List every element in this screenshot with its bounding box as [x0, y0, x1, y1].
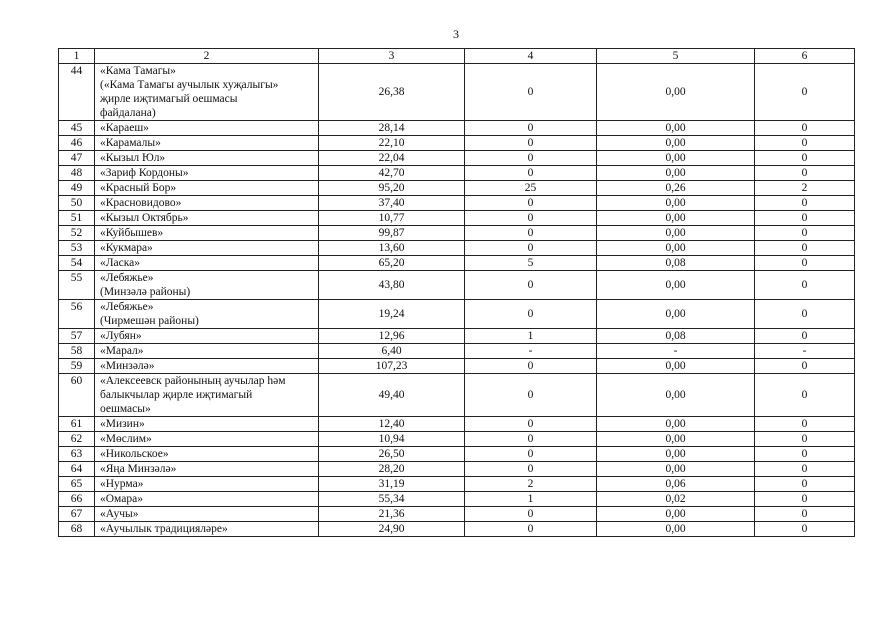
value-col3-cell: 95,20 — [319, 181, 465, 196]
name-line: (Минзәлә районы) — [100, 286, 191, 298]
value-col3-cell: 26,50 — [319, 447, 465, 462]
value-col3-cell: 37,40 — [319, 196, 465, 211]
value-col4-cell: 0 — [465, 151, 597, 166]
value-col6-cell: 0 — [755, 196, 855, 211]
value-col4-cell: 0 — [465, 432, 597, 447]
row-number-cell: 60 — [59, 374, 95, 417]
table-row — [59, 447, 855, 462]
name-line: «Аучы» — [100, 508, 139, 520]
value-col3-cell: 13,60 — [319, 241, 465, 256]
value-col6-cell: 2 — [755, 181, 855, 196]
row-number-cell: 46 — [59, 136, 95, 151]
table-row — [59, 359, 855, 374]
value-col6-cell: 0 — [755, 300, 855, 329]
name-cell — [95, 477, 319, 492]
name-cell — [95, 196, 319, 211]
name-cell — [95, 226, 319, 241]
value-col5-cell: 0,00 — [597, 462, 755, 477]
row-number-cell: 59 — [59, 359, 95, 374]
table-row — [59, 151, 855, 166]
value-col4-cell: 0 — [465, 64, 597, 121]
value-col5-cell: 0,00 — [597, 226, 755, 241]
name-line: «Алексеевск районының аучылар һәм — [100, 375, 286, 387]
row-number-cell: 58 — [59, 344, 95, 359]
value-col6-cell: 0 — [755, 271, 855, 300]
table-row — [59, 477, 855, 492]
name-line: «Лебяжье» — [100, 301, 154, 313]
value-col5-cell: 0,00 — [597, 359, 755, 374]
value-col6-cell: - — [755, 344, 855, 359]
value-col6-cell: 0 — [755, 151, 855, 166]
value-col6-cell: 0 — [755, 211, 855, 226]
name-line: «Ласка» — [100, 257, 141, 269]
value-col5-cell: 0,00 — [597, 300, 755, 329]
name-line: «Кама Тамагы» — [100, 65, 176, 77]
value-col4-cell: 0 — [465, 507, 597, 522]
column-header: 1 — [59, 49, 95, 64]
name-cell — [95, 211, 319, 226]
name-line: «Нурма» — [100, 478, 144, 490]
row-number-cell: 65 — [59, 477, 95, 492]
value-col4-cell: 0 — [465, 447, 597, 462]
column-header: 4 — [465, 49, 597, 64]
row-number-cell: 64 — [59, 462, 95, 477]
hunting-grounds-table — [58, 48, 855, 537]
table-row — [59, 271, 855, 300]
name-line: файдалана) — [100, 107, 156, 119]
table-row — [59, 344, 855, 359]
value-col4-cell: 0 — [465, 359, 597, 374]
value-col4-cell: 5 — [465, 256, 597, 271]
name-cell — [95, 359, 319, 374]
value-col5-cell: 0,08 — [597, 329, 755, 344]
name-line: «Красновидово» — [100, 197, 182, 209]
table-row — [59, 462, 855, 477]
value-col3-cell: 28,14 — [319, 121, 465, 136]
table-row — [59, 329, 855, 344]
name-cell — [95, 522, 319, 537]
value-col5-cell: 0,00 — [597, 507, 755, 522]
value-col6-cell: 0 — [755, 522, 855, 537]
column-header: 6 — [755, 49, 855, 64]
table-row — [59, 522, 855, 537]
value-col3-cell: 22,04 — [319, 151, 465, 166]
value-col3-cell: 55,34 — [319, 492, 465, 507]
value-col5-cell: 0,00 — [597, 64, 755, 121]
row-number-cell: 61 — [59, 417, 95, 432]
column-header: 2 — [95, 49, 319, 64]
value-col3-cell: 12,40 — [319, 417, 465, 432]
table-row — [59, 211, 855, 226]
value-col5-cell: 0,26 — [597, 181, 755, 196]
name-cell — [95, 462, 319, 477]
value-col5-cell: 0,00 — [597, 417, 755, 432]
value-col4-cell: 1 — [465, 492, 597, 507]
row-number-cell: 66 — [59, 492, 95, 507]
name-line: «Минзәлә» — [100, 360, 155, 372]
row-number-cell: 51 — [59, 211, 95, 226]
value-col6-cell: 0 — [755, 447, 855, 462]
value-col6-cell: 0 — [755, 226, 855, 241]
value-col3-cell: 21,36 — [319, 507, 465, 522]
name-cell — [95, 329, 319, 344]
name-line: «Яңа Минзәлә» — [100, 463, 177, 475]
name-cell — [95, 166, 319, 181]
name-line: «Зариф Кордоны» — [100, 167, 189, 179]
value-col3-cell: 26,38 — [319, 64, 465, 121]
value-col3-cell: 99,87 — [319, 226, 465, 241]
row-number-cell: 63 — [59, 447, 95, 462]
row-number-cell: 54 — [59, 256, 95, 271]
value-col6-cell: 0 — [755, 166, 855, 181]
value-col6-cell: 0 — [755, 329, 855, 344]
value-col6-cell: 0 — [755, 359, 855, 374]
value-col3-cell: 10,94 — [319, 432, 465, 447]
table-row — [59, 300, 855, 329]
value-col3-cell: 49,40 — [319, 374, 465, 417]
name-line: «Лубян» — [100, 330, 142, 342]
value-col3-cell: 28,20 — [319, 462, 465, 477]
value-col5-cell: 0,00 — [597, 241, 755, 256]
name-line: җирле иҗтимагый оешмасы — [100, 93, 238, 105]
name-cell — [95, 151, 319, 166]
name-line: (Чирмешән районы) — [100, 315, 199, 327]
value-col3-cell: 107,23 — [319, 359, 465, 374]
name-line: «Мөслим» — [100, 433, 152, 445]
name-cell — [95, 507, 319, 522]
value-col5-cell: 0,08 — [597, 256, 755, 271]
value-col4-cell: 0 — [465, 211, 597, 226]
value-col5-cell: 0,00 — [597, 374, 755, 417]
name-cell — [95, 344, 319, 359]
name-cell — [95, 417, 319, 432]
value-col5-cell: 0,00 — [597, 121, 755, 136]
table-row — [59, 196, 855, 211]
value-col4-cell: 0 — [465, 121, 597, 136]
value-col4-cell: 2 — [465, 477, 597, 492]
value-col3-cell: 65,20 — [319, 256, 465, 271]
name-cell — [95, 181, 319, 196]
table-row — [59, 181, 855, 196]
table-row — [59, 64, 855, 121]
value-col5-cell: 0,00 — [597, 432, 755, 447]
value-col5-cell: 0,06 — [597, 477, 755, 492]
row-number-cell: 44 — [59, 64, 95, 121]
name-line: балыкчылар җирле иҗтимагый — [100, 389, 253, 401]
value-col4-cell: 0 — [465, 166, 597, 181]
name-cell — [95, 447, 319, 462]
table-row — [59, 166, 855, 181]
row-number-cell: 48 — [59, 166, 95, 181]
value-col4-cell: 0 — [465, 462, 597, 477]
name-line: («Кама Тамагы аучылык хуҗалыгы» — [100, 79, 279, 91]
row-number-cell: 56 — [59, 300, 95, 329]
row-number-cell: 49 — [59, 181, 95, 196]
name-line: «Никольское» — [100, 448, 169, 460]
name-line: «Караеш» — [100, 122, 149, 134]
table-row — [59, 121, 855, 136]
value-col4-cell: 0 — [465, 417, 597, 432]
name-line: «Мизин» — [100, 418, 145, 430]
table-row — [59, 226, 855, 241]
name-cell — [95, 256, 319, 271]
row-number-cell: 53 — [59, 241, 95, 256]
name-cell — [95, 374, 319, 417]
table-row — [59, 432, 855, 447]
value-col3-cell: 31,19 — [319, 477, 465, 492]
name-line: «Марал» — [100, 345, 144, 357]
value-col6-cell: 0 — [755, 136, 855, 151]
row-number-cell: 45 — [59, 121, 95, 136]
value-col4-cell: 1 — [465, 329, 597, 344]
value-col5-cell: - — [597, 344, 755, 359]
value-col5-cell: 0,02 — [597, 492, 755, 507]
value-col6-cell: 0 — [755, 64, 855, 121]
name-line: «Куйбышев» — [100, 227, 164, 239]
value-col5-cell: 0,00 — [597, 196, 755, 211]
value-col4-cell: 0 — [465, 374, 597, 417]
name-cell — [95, 300, 319, 329]
name-line: «Лебяжье» — [100, 272, 154, 284]
value-col3-cell: 6,40 — [319, 344, 465, 359]
value-col5-cell: 0,00 — [597, 522, 755, 537]
row-number-cell: 62 — [59, 432, 95, 447]
header-row — [59, 49, 855, 64]
table-row — [59, 492, 855, 507]
value-col6-cell: 0 — [755, 121, 855, 136]
name-cell — [95, 271, 319, 300]
value-col6-cell: 0 — [755, 374, 855, 417]
table-row — [59, 417, 855, 432]
value-col4-cell: 0 — [465, 226, 597, 241]
value-col4-cell: 0 — [465, 241, 597, 256]
name-line: «Красный Бор» — [100, 182, 177, 194]
column-header: 5 — [597, 49, 755, 64]
value-col5-cell: 0,00 — [597, 211, 755, 226]
name-line: «Аучылык традицияләре» — [100, 523, 228, 535]
name-line: «Кукмара» — [100, 242, 153, 254]
value-col6-cell: 0 — [755, 417, 855, 432]
name-line: «Кызыл Октябрь» — [100, 212, 189, 224]
value-col4-cell: - — [465, 344, 597, 359]
value-col6-cell: 0 — [755, 492, 855, 507]
row-number-cell: 68 — [59, 522, 95, 537]
value-col6-cell: 0 — [755, 477, 855, 492]
name-cell — [95, 136, 319, 151]
value-col5-cell: 0,00 — [597, 166, 755, 181]
row-number-cell: 47 — [59, 151, 95, 166]
value-col3-cell: 19,24 — [319, 300, 465, 329]
column-header: 3 — [319, 49, 465, 64]
value-col3-cell: 10,77 — [319, 211, 465, 226]
value-col4-cell: 0 — [465, 271, 597, 300]
value-col6-cell: 0 — [755, 507, 855, 522]
row-number-cell: 57 — [59, 329, 95, 344]
value-col4-cell: 0 — [465, 136, 597, 151]
name-line: «Кызыл Юл» — [100, 152, 166, 164]
row-number-cell: 67 — [59, 507, 95, 522]
value-col5-cell: 0,00 — [597, 136, 755, 151]
name-cell — [95, 241, 319, 256]
table-row — [59, 507, 855, 522]
value-col5-cell: 0,00 — [597, 271, 755, 300]
value-col3-cell: 42,70 — [319, 166, 465, 181]
name-line: «Карамалы» — [100, 137, 161, 149]
row-number-cell: 50 — [59, 196, 95, 211]
name-line: «Омара» — [100, 493, 143, 505]
table-row — [59, 256, 855, 271]
value-col6-cell: 0 — [755, 241, 855, 256]
name-line: оешмасы» — [100, 403, 151, 415]
value-col4-cell: 25 — [465, 181, 597, 196]
name-cell — [95, 432, 319, 447]
page-number: 3 — [453, 27, 459, 41]
value-col5-cell: 0,00 — [597, 151, 755, 166]
value-col6-cell: 0 — [755, 256, 855, 271]
value-col4-cell: 0 — [465, 300, 597, 329]
table-row — [59, 136, 855, 151]
table-row — [59, 241, 855, 256]
row-number-cell: 52 — [59, 226, 95, 241]
table-row — [59, 374, 855, 417]
name-cell — [95, 121, 319, 136]
value-col6-cell: 0 — [755, 462, 855, 477]
value-col3-cell: 24,90 — [319, 522, 465, 537]
name-cell — [95, 492, 319, 507]
row-number-cell: 55 — [59, 271, 95, 300]
value-col4-cell: 0 — [465, 196, 597, 211]
name-cell — [95, 64, 319, 121]
value-col3-cell: 12,96 — [319, 329, 465, 344]
value-col5-cell: 0,00 — [597, 447, 755, 462]
value-col6-cell: 0 — [755, 432, 855, 447]
value-col3-cell: 43,80 — [319, 271, 465, 300]
value-col3-cell: 22,10 — [319, 136, 465, 151]
value-col4-cell: 0 — [465, 522, 597, 537]
